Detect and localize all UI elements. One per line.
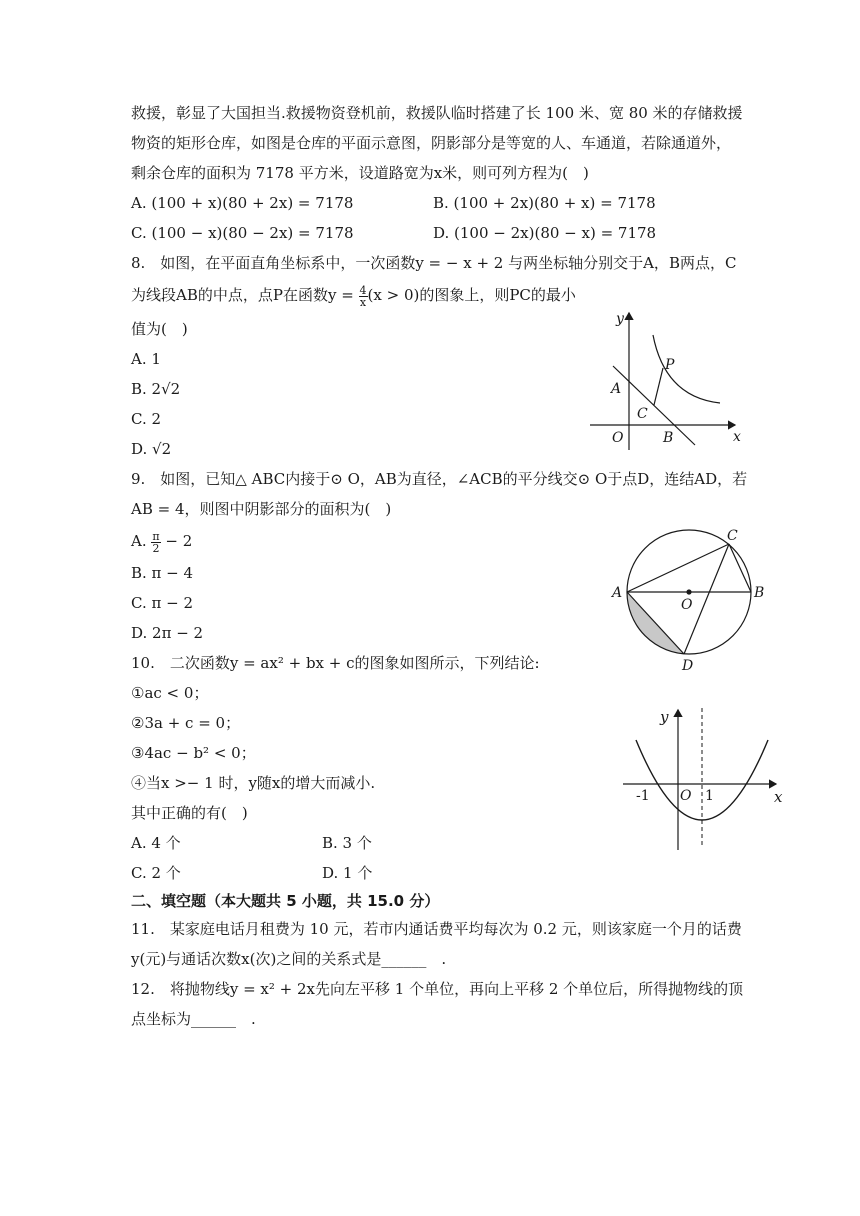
q8-figure <box>585 305 755 455</box>
q7-option-c: C. (100 − x)(80 − 2x) = 7178 <box>131 224 354 242</box>
q10-label-x: x <box>774 788 783 806</box>
q9-label-a: A <box>612 585 623 601</box>
q8-label-x: x <box>733 429 741 445</box>
q8-label-c: C <box>637 406 648 422</box>
q10-option-c: C. 2 个 <box>131 864 181 882</box>
section-heading-fill-in: 二、填空题（本大题共 5 小题，共 15.0 分） <box>131 892 440 910</box>
q7-option-d: D. (100 − 2x)(80 − x) = 7178 <box>433 224 657 242</box>
q9-line1: 9. 如图，已知△ ABC内接于⊙ O，AB为直径，∠ACB的平分线交⊙ O于点D，连结AD，若 <box>131 470 748 488</box>
q7-line1: 救援，彰显了大国担当.救援物资登机前，救援队临时搭建了长 100 米、宽 80 米的存储救援 <box>131 104 743 122</box>
q10-statement-2: ②3a + c = 0； <box>131 714 241 732</box>
q8-line1: 8. 如图，在平面直角坐标系中，一次函数y = − x + 2 与两坐标轴分别交于A，B两点，C <box>131 254 737 272</box>
q10-ask: 其中正确的有( ) <box>131 804 248 822</box>
q7-option-b: B. (100 + 2x)(80 + x) = 7178 <box>433 194 656 212</box>
q9-option-d: D. 2π − 2 <box>131 624 204 642</box>
q8-option-c: C. 2 <box>131 410 162 428</box>
q9-option-a-pre: A. <box>131 532 152 550</box>
q10-option-b: B. 3 个 <box>322 834 372 852</box>
q10-label-one: 1 <box>705 788 714 804</box>
q11-line1: 11. 某家庭电话月租费为 10 元，若市内通话费平均每次为 0.2 元，则该家庭一个月的话费 <box>131 920 742 938</box>
q8-label-b: B <box>663 430 674 446</box>
q8-option-d: D. √2 <box>131 440 172 458</box>
q8-label-a: A <box>611 381 622 397</box>
q8-line3: 值为( ) <box>131 320 188 338</box>
q12-line2: 点坐标为______ . <box>131 1010 256 1028</box>
q9-option-a <box>131 530 192 554</box>
q8-option-a: A. 1 <box>131 350 161 368</box>
q10-option-d: D. 1 个 <box>322 864 373 882</box>
q7-line2: 物资的矩形仓库，如图是仓库的平面示意图，阴影部分是等宽的人、车通道，若除通道外， <box>131 134 732 152</box>
q9-label-o: O <box>681 597 693 613</box>
q7-line3: 剩余仓库的面积为 7178 平方米，设道路宽为x米，则可列方程为( ) <box>131 164 589 182</box>
q8-frac-den: x <box>359 295 367 309</box>
q9-label-c: C <box>727 528 738 544</box>
q8-fraction <box>359 285 368 308</box>
q8-segment-pc <box>654 368 663 405</box>
q10-statement-4: ④当x >− 1 时，y随x的增大而减小. <box>131 774 376 792</box>
q9-option-a-num: π <box>152 529 160 543</box>
q10-option-a: A. 4 个 <box>131 834 181 852</box>
q8-line2 <box>131 284 576 308</box>
q10-statement-1: ①ac < 0； <box>131 684 209 702</box>
q9-center-dot <box>686 589 691 594</box>
q7-option-a: A. (100 + x)(80 + 2x) = 7178 <box>131 194 354 212</box>
q9-figure <box>605 520 780 675</box>
q9-label-b: B <box>754 585 765 601</box>
q8-option-b: B. 2√2 <box>131 380 181 398</box>
q8-label-o: O <box>612 430 624 446</box>
q10-figure <box>618 700 790 855</box>
q9-option-b: B. π − 4 <box>131 564 194 582</box>
q8-line2-post: (x > 0)的图象上，则PC的最小 <box>367 286 576 304</box>
q10-statement-3: ③4ac − b² < 0； <box>131 744 256 762</box>
q8-line2-pre: 为线段AB的中点，点P在函数y = <box>131 286 359 304</box>
q10-line1: 10. 二次函数y = ax² + bx + c的图象如图所示，下列结论: <box>131 654 540 672</box>
q8-label-p: P <box>665 357 675 373</box>
q12-line1: 12. 将抛物线y = x² + 2x先向左平移 1 个单位，再向上平移 2 个单位后，所得抛物线的顶 <box>131 980 744 998</box>
q9-option-c: C. π − 2 <box>131 594 193 612</box>
q10-label-y: y <box>660 708 669 726</box>
q9-label-d: D <box>682 658 694 674</box>
q9-chord-bc <box>729 544 751 592</box>
q11-line2: y(元)与通话次数x(次)之间的关系式是______ . <box>131 950 447 968</box>
q9-option-a-den: 2 <box>152 541 160 555</box>
q9-line2: AB = 4，则图中阴影部分的面积为( ) <box>131 500 392 518</box>
q9-option-a-post: − 2 <box>160 532 193 550</box>
q8-line-ab <box>613 366 695 445</box>
q10-label-o: O <box>680 788 692 804</box>
q9-option-a-fraction <box>151 531 160 554</box>
q8-label-y: y <box>616 311 624 327</box>
q8-frac-num: 4 <box>359 283 367 297</box>
q10-label-minus-one: -1 <box>636 788 650 804</box>
